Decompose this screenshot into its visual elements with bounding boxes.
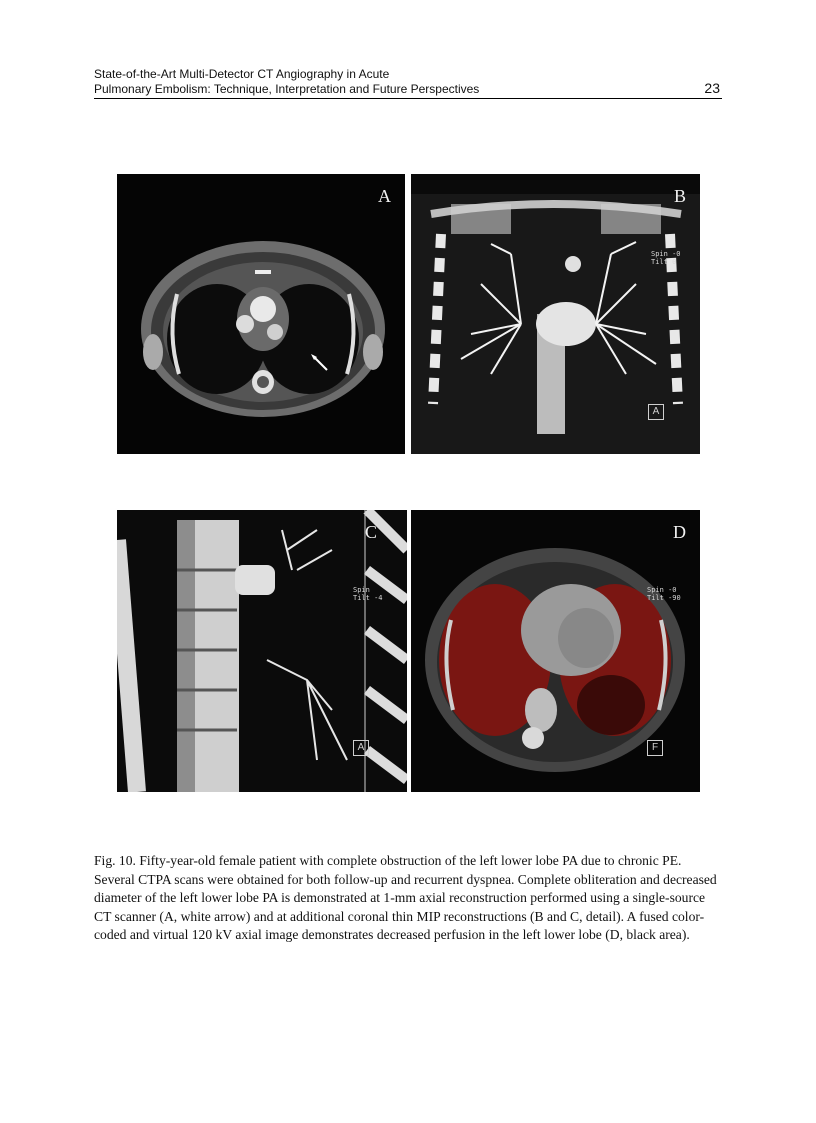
figure-panel-d bbox=[411, 510, 700, 792]
figure-panel-b bbox=[411, 174, 700, 454]
tilt-readout-b: Tilt 0 bbox=[651, 258, 677, 266]
running-title-line2: Pulmonary Embolism: Technique, Interpretation and Future Perspectives bbox=[94, 81, 480, 96]
page-number: 23 bbox=[704, 80, 720, 96]
panel-label-b: B bbox=[673, 186, 686, 206]
spin-readout-b: Spin -0 bbox=[651, 250, 681, 258]
running-header bbox=[94, 67, 722, 99]
spin-tilt-readout-d bbox=[647, 586, 681, 602]
panel-label-c: C bbox=[364, 522, 377, 542]
orientation-box-c: A bbox=[353, 740, 369, 756]
orientation-box-b: A bbox=[648, 404, 664, 420]
running-title-line1: State-of-the-Art Multi-Detector CT Angiography in Acute bbox=[94, 67, 390, 81]
figure-panel-c bbox=[117, 510, 407, 792]
tilt-readout-d: Tilt -90 bbox=[647, 594, 681, 602]
spin-tilt-readout-b bbox=[651, 250, 681, 266]
panel-label-a: A bbox=[378, 186, 391, 206]
figure-panel-a bbox=[117, 174, 405, 454]
spin-tilt-readout-c bbox=[353, 586, 383, 602]
tilt-readout-c: Tilt -4 bbox=[353, 594, 383, 602]
panel-label-d: D bbox=[673, 522, 686, 542]
axial-ct-image-a bbox=[117, 174, 405, 454]
orientation-box-d: F bbox=[647, 740, 663, 756]
figure-caption: Fig. 10. Fifty-year-old female patient with complete obstruction of the left lower lobe PA due to chronic PE. Several CTPA scans were obtained for both follow-up and recurrent dyspnea. Complete obliteration and decreased diameter of the left lower lobe PA is demonstrated at 1-mm axial reconstruction performed using a single-source CT scanner (A, white arrow) and at additional coronal thin MIP reconstructions (B and C, detail). A fused color-coded and virtual 120 kV axial image demonstrates decreased perfusion in the left lower lobe (D, black area). bbox=[94, 853, 717, 943]
spin-readout-c: Spin bbox=[353, 586, 370, 594]
running-title bbox=[94, 67, 654, 96]
spin-readout-d: Spin -0 bbox=[647, 586, 677, 594]
